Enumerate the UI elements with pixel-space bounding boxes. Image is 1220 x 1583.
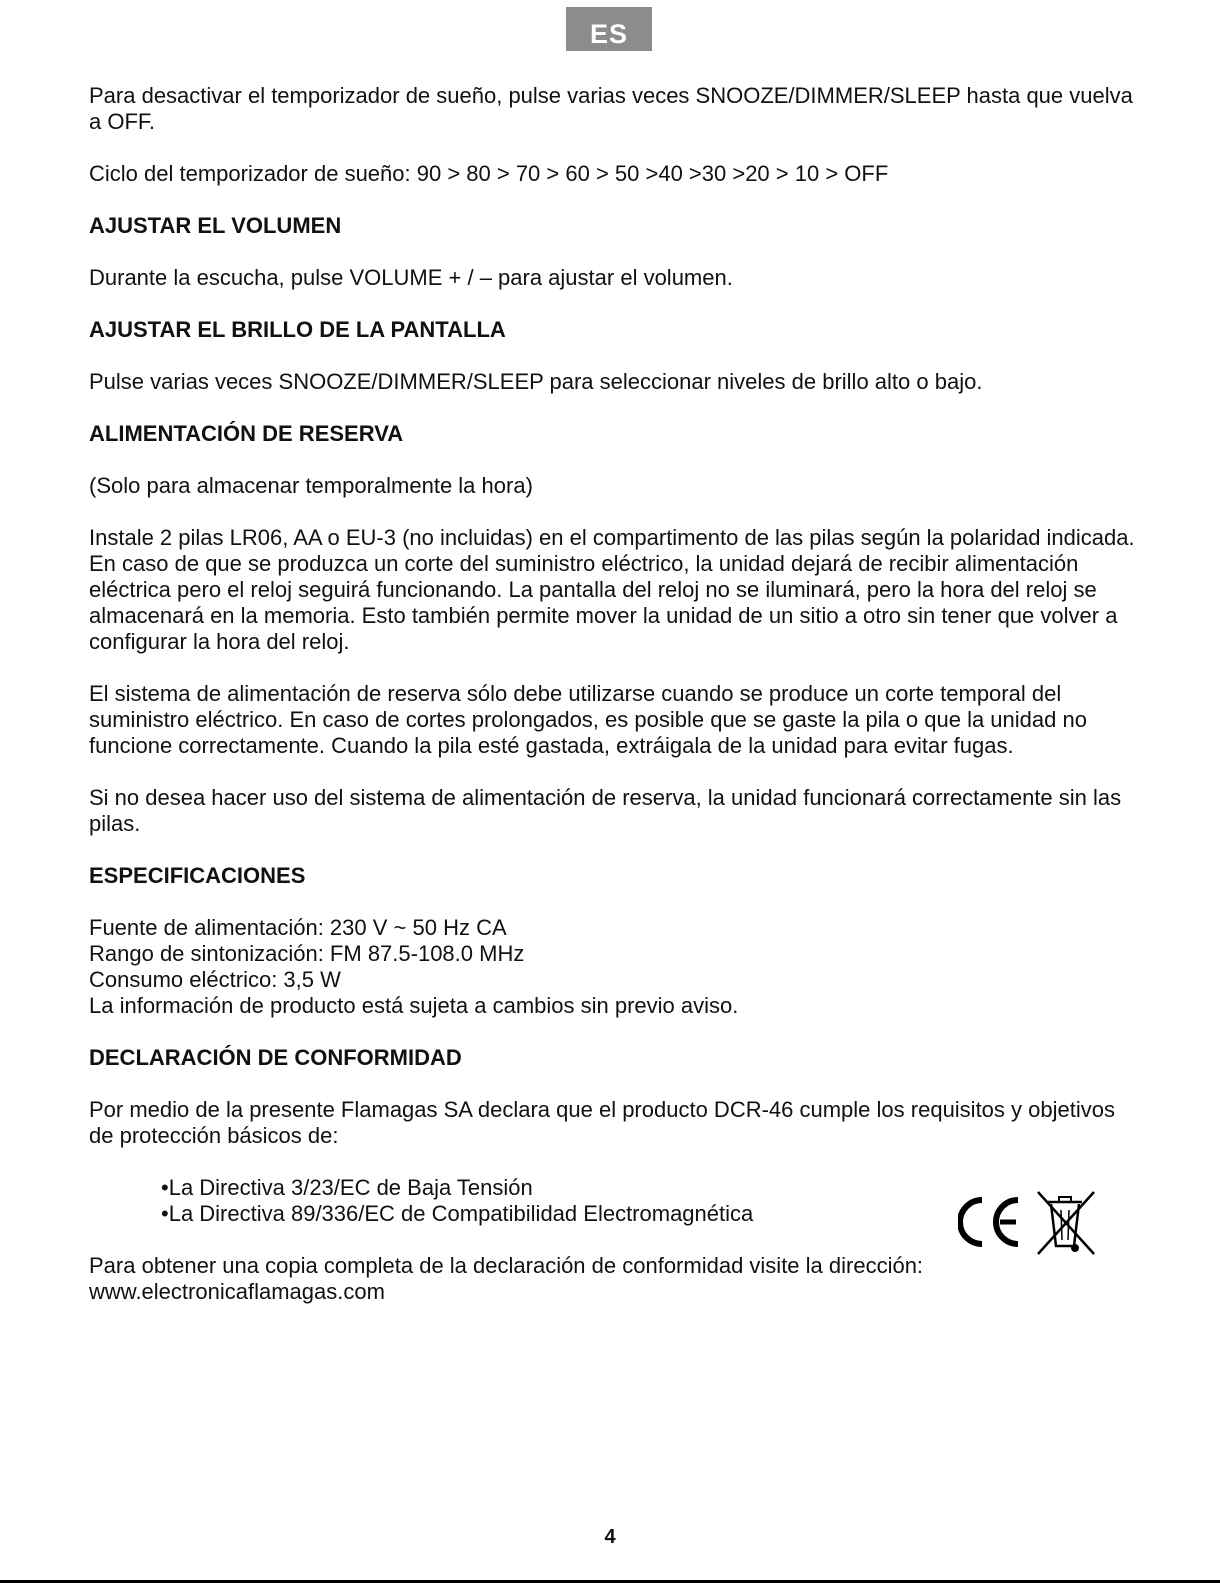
language-tab: ES <box>566 7 652 51</box>
sleep-cycle-paragraph: Ciclo del temporizador de sueño: 90 > 80 > 70 > 60 > 50 >40 >30 >20 > 10 > OFF <box>89 161 889 186</box>
document-body <box>89 83 1139 1305</box>
website-url: www.electronicaflamagas.com <box>89 1279 385 1304</box>
specs-list <box>89 915 1139 1019</box>
marks-svg <box>958 1188 1108 1258</box>
directive-emc-label: La Directiva 89/336/EC de Compatibilidad Electromagnética <box>168 1201 754 1226</box>
specs-heading: ESPECIFICACIONES <box>89 863 306 888</box>
backup-heading: ALIMENTACIÓN DE RESERVA <box>89 421 404 446</box>
spec-power-consumption: Consumo eléctrico: 3,5 W <box>89 967 341 992</box>
brightness-paragraph: Pulse varias veces SNOOZE/DIMMER/SLEEP para seleccionar niveles de brillo alto o bajo. <box>89 369 983 394</box>
volume-paragraph: Durante la escucha, pulse VOLUME + / – para ajustar el volumen. <box>89 265 733 290</box>
volume-heading: AJUSTAR EL VOLUMEN <box>89 213 342 238</box>
backup-paragraph-1: Instale 2 pilas LR06, AA o EU-3 (no incluidas) en el compartimento de las pilas según la polaridad indicada. En caso de que se produzca un corte del suministro eléctrico, la unidad dejará de recibir alimentación eléctrica pero el reloj seguirá funcionando. La pantalla del reloj no se iluminará, pero la hora del reloj se almacenará en la memoria. Esto también permite mover la unidad de un sitio a otro sin tener que volver a configurar la hora del reloj. <box>89 525 1135 654</box>
ce-mark-icon <box>960 1200 1018 1244</box>
spec-power-source: Fuente de alimentación: 230 V ~ 50 Hz CA <box>89 915 507 940</box>
certification-marks <box>958 1188 1108 1258</box>
backup-paragraph-3: Si no desea hacer uso del sistema de alimentación de reserva, la unidad funcionará correctamente sin las pilas. <box>89 785 1122 836</box>
sleep-off-paragraph: Para desactivar el temporizador de sueño, pulse varias veces SNOOZE/DIMMER/SLEEP hasta que vuelva a OFF. <box>89 83 1133 134</box>
page-number: 4 <box>604 1526 616 1548</box>
backup-paragraph-2: El sistema de alimentación de reserva sólo debe utilizarse cuando se produce un corte temporal del suministro eléctrico. En caso de cortes prolongados, es posible que se gaste la pila o que la unidad no funcione correctamente. Cuando la pila esté gastada, extráigala de la unidad para evitar fugas. <box>89 681 1087 758</box>
spec-tuning-range: Rango de sintonización: FM 87.5-108.0 MHz <box>89 941 525 966</box>
spec-change-notice: La información de producto está sujeta a cambios sin previo aviso. <box>89 993 739 1018</box>
conformity-paragraph: Por medio de la presente Flamagas SA declara que el producto DCR-46 cumple los requisitos y objetivos de protección básicos de: <box>89 1097 1115 1148</box>
backup-note: (Solo para almacenar temporalmente la hora) <box>89 473 533 498</box>
copy-paragraph: Para obtener una copia completa de la declaración de conformidad visite la dirección: <box>89 1253 924 1278</box>
directive-low-voltage-label: La Directiva 3/23/EC de Baja Tensión <box>168 1175 533 1200</box>
brightness-heading: AJUSTAR EL BRILLO DE LA PANTALLA <box>89 317 506 342</box>
conformity-heading: DECLARACIÓN DE CONFORMIDAD <box>89 1045 462 1070</box>
weee-crossed-bin-icon <box>1038 1192 1094 1254</box>
